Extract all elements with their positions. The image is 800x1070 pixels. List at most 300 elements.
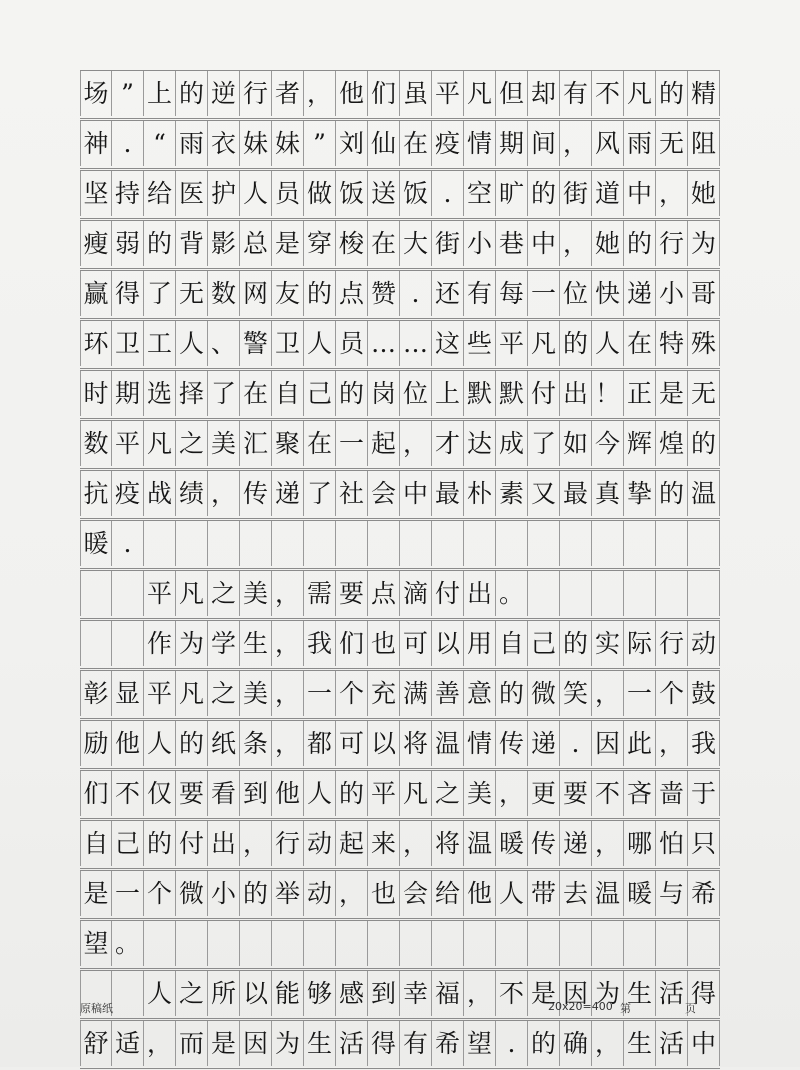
grid-cell: 的 [144, 221, 176, 266]
grid-cell: 间 [528, 121, 560, 166]
grid-cell: 些 [464, 321, 496, 366]
grid-cell: 活 [656, 971, 688, 1016]
grid-cell: 看 [208, 771, 240, 816]
grid-cell: 医 [176, 171, 208, 216]
grid-row [80, 120, 720, 169]
grid-cell: ， [592, 671, 624, 716]
grid-cell [528, 921, 560, 966]
grid-cell: 者 [272, 71, 304, 116]
grid-cell: 一 [112, 871, 144, 916]
grid-cell: 温 [592, 871, 624, 916]
grid-cell: 学 [208, 621, 240, 666]
grid-cell: 起 [368, 421, 400, 466]
grid-cell: 这 [432, 321, 464, 366]
grid-cell: 弱 [112, 221, 144, 266]
grid-cell: 又 [528, 471, 560, 516]
grid-cell: . [496, 1021, 528, 1066]
grid-cell: 温 [432, 721, 464, 766]
grid-cell [432, 521, 464, 566]
grid-cell: 背 [176, 221, 208, 266]
grid-cell: 充 [368, 671, 400, 716]
grid-cell: 社 [336, 471, 368, 516]
grid-cell: 我 [688, 721, 720, 766]
grid-cell: 的 [304, 271, 336, 316]
grid-cell: 择 [176, 371, 208, 416]
grid-cell: 瘦 [80, 221, 112, 266]
grid-cell [368, 921, 400, 966]
grid-cell: 因 [240, 1021, 272, 1066]
grid-cell: 小 [656, 271, 688, 316]
grid-cell: 殊 [688, 321, 720, 366]
grid-cell: 有 [560, 71, 592, 116]
grid-cell: 赞 [368, 271, 400, 316]
grid-cell: 影 [208, 221, 240, 266]
grid-cell: ， [272, 671, 304, 716]
grid-cell: 美 [208, 421, 240, 466]
grid-cell [592, 921, 624, 966]
grid-cell: 行 [656, 621, 688, 666]
grid-cell: ， [464, 971, 496, 1016]
grid-cell: 暖 [624, 871, 656, 916]
grid-cell: 微 [176, 871, 208, 916]
grid-row [80, 920, 720, 969]
grid-cell: 平 [112, 421, 144, 466]
grid-cell: 幸 [400, 971, 432, 1016]
grid-cell: “ [144, 121, 176, 166]
grid-cell: 聚 [272, 421, 304, 466]
grid-cell [144, 921, 176, 966]
grid-cell: 动 [688, 621, 720, 666]
grid-cell: 人 [176, 321, 208, 366]
grid-cell: ， [208, 471, 240, 516]
grid-cell: 梭 [336, 221, 368, 266]
grid-cell: 意 [464, 671, 496, 716]
grid-cell: 期 [496, 121, 528, 166]
grid-cell: 人 [240, 171, 272, 216]
grid-cell: 默 [464, 371, 496, 416]
grid-cell: 而 [176, 1021, 208, 1066]
grid-cell: 付 [176, 821, 208, 866]
grid-cell: 街 [560, 171, 592, 216]
grid-cell: 能 [272, 971, 304, 1016]
grid-cell [208, 521, 240, 566]
grid-cell: 们 [368, 71, 400, 116]
grid-cell [592, 521, 624, 566]
grid-cell [272, 521, 304, 566]
grid-cell: 她 [688, 171, 720, 216]
grid-cell: 平 [144, 571, 176, 616]
grid-cell: 确 [560, 1021, 592, 1066]
grid-cell: 得 [688, 971, 720, 1016]
grid-cell: 总 [240, 221, 272, 266]
grid-cell: 凡 [176, 671, 208, 716]
grid-cell [112, 621, 144, 666]
grid-cell: 的 [560, 321, 592, 366]
grid-cell: 他 [464, 871, 496, 916]
grid-cell: 今 [592, 421, 624, 466]
grid-cell: 刘 [336, 121, 368, 166]
grid-cell: 用 [464, 621, 496, 666]
grid-cell: 持 [112, 171, 144, 216]
grid-cell: 妹 [240, 121, 272, 166]
grid-cell: 是 [656, 371, 688, 416]
grid-cell: 战 [144, 471, 176, 516]
grid-cell: 暖 [80, 521, 112, 566]
grid-cell: 到 [368, 971, 400, 1016]
grid-cell: 人 [144, 721, 176, 766]
grid-cell: 将 [400, 721, 432, 766]
grid-cell: 给 [144, 171, 176, 216]
grid-cell [560, 571, 592, 616]
grid-cell: 带 [528, 871, 560, 916]
grid-cell: ， [592, 821, 624, 866]
grid-cell: 空 [464, 171, 496, 216]
grid-cell: 不 [592, 71, 624, 116]
grid-cell: ， [560, 121, 592, 166]
grid-cell [656, 921, 688, 966]
grid-row [80, 170, 720, 219]
grid-cell: 起 [336, 821, 368, 866]
grid-cell: 的 [240, 871, 272, 916]
grid-cell: 的 [528, 1021, 560, 1066]
grid-cell: 可 [400, 621, 432, 666]
grid-cell: 正 [624, 371, 656, 416]
grid-cell: 精 [688, 71, 720, 116]
grid-cell: 旷 [496, 171, 528, 216]
grid-cell [304, 521, 336, 566]
grid-cell: 虽 [400, 71, 432, 116]
grid-cell [272, 921, 304, 966]
grid-cell: 点 [368, 571, 400, 616]
grid-cell [112, 571, 144, 616]
grid-cell: ” [304, 121, 336, 166]
grid-cell [400, 521, 432, 566]
grid-cell: 的 [656, 71, 688, 116]
grid-cell: 自 [496, 621, 528, 666]
grid-cell: 的 [688, 421, 720, 466]
grid-cell: 小 [464, 221, 496, 266]
grid-cell [176, 921, 208, 966]
grid-cell: 人 [592, 321, 624, 366]
grid-cell: 护 [208, 171, 240, 216]
grid-cell: 己 [304, 371, 336, 416]
grid-cell: . [400, 271, 432, 316]
grid-cell: 传 [528, 821, 560, 866]
grid-cell: 做 [304, 171, 336, 216]
grid-cell: 中 [688, 1021, 720, 1066]
grid-cell: 要 [560, 771, 592, 816]
grid-cell: 上 [144, 71, 176, 116]
grid-cell: 凡 [464, 71, 496, 116]
grid-cell: 才 [432, 421, 464, 466]
grid-cell: . [432, 171, 464, 216]
grid-cell: 的 [496, 671, 528, 716]
grid-cell [464, 521, 496, 566]
grid-cell [624, 921, 656, 966]
grid-cell: ， [560, 221, 592, 266]
grid-cell: 励 [80, 721, 112, 766]
grid-cell: ” [112, 71, 144, 116]
grid-cell: 会 [400, 871, 432, 916]
grid-cell [368, 521, 400, 566]
grid-cell: ， [240, 821, 272, 866]
grid-cell: 来 [368, 821, 400, 866]
grid-cell: 人 [304, 321, 336, 366]
grid-cell: ， [304, 71, 336, 116]
grid-cell: 的 [624, 221, 656, 266]
grid-cell: 感 [336, 971, 368, 1016]
grid-cell: 凡 [528, 321, 560, 366]
grid-cell: 朴 [464, 471, 496, 516]
grid-cell [240, 921, 272, 966]
grid-cell: 是 [80, 871, 112, 916]
grid-cell: 数 [80, 421, 112, 466]
grid-cell: 个 [144, 871, 176, 916]
grid-cell: 个 [656, 671, 688, 716]
grid-row [80, 720, 720, 769]
grid-cell [560, 921, 592, 966]
grid-cell: 无 [176, 271, 208, 316]
grid-cell: ， [496, 771, 528, 816]
grid-cell: 人 [304, 771, 336, 816]
grid-cell: 要 [176, 771, 208, 816]
grid-cell: 以 [432, 621, 464, 666]
grid-row [80, 570, 720, 619]
grid-cell: 不 [112, 771, 144, 816]
grid-cell: 却 [528, 71, 560, 116]
grid-cell: ！ [592, 371, 624, 416]
grid-cell: 凡 [400, 771, 432, 816]
grid-cell: 际 [624, 621, 656, 666]
grid-cell: ， [272, 571, 304, 616]
grid-cell: 疫 [432, 121, 464, 166]
grid-cell: 环 [80, 321, 112, 366]
grid-cell: … [400, 321, 432, 366]
grid-cell: 此 [624, 721, 656, 766]
grid-cell: 善 [432, 671, 464, 716]
grid-cell: 但 [496, 71, 528, 116]
grid-cell: 。 [496, 571, 528, 616]
grid-cell [240, 521, 272, 566]
grid-cell: 仙 [368, 121, 400, 166]
grid-cell: 之 [208, 671, 240, 716]
grid-cell: 将 [432, 821, 464, 866]
grid-cell: 的 [560, 621, 592, 666]
grid-cell: 在 [304, 421, 336, 466]
grid-cell: 递 [272, 471, 304, 516]
grid-cell [528, 521, 560, 566]
grid-cell [496, 921, 528, 966]
grid-cell: 会 [368, 471, 400, 516]
grid-cell: ， [400, 821, 432, 866]
grid-cell: 够 [304, 971, 336, 1016]
grid-cell: 适 [112, 1021, 144, 1066]
grid-cell: 一 [336, 421, 368, 466]
grid-cell: 达 [464, 421, 496, 466]
grid-cell: 们 [336, 621, 368, 666]
grid-cell: 己 [528, 621, 560, 666]
grid-cell: 美 [240, 671, 272, 716]
grid-cell: 福 [432, 971, 464, 1016]
grid-row [80, 770, 720, 819]
grid-cell: 之 [432, 771, 464, 816]
grid-cell: 之 [176, 421, 208, 466]
grid-cell: 位 [560, 271, 592, 316]
grid-cell: 穿 [304, 221, 336, 266]
grid-cell [304, 921, 336, 966]
grid-cell: 己 [112, 821, 144, 866]
grid-cell: 显 [112, 671, 144, 716]
grid-cell: 彰 [80, 671, 112, 716]
grid-cell: 也 [368, 871, 400, 916]
grid-cell: 饭 [400, 171, 432, 216]
grid-cell: 小 [208, 871, 240, 916]
grid-row [80, 520, 720, 569]
grid-cell: 温 [464, 821, 496, 866]
grid-cell: 网 [240, 271, 272, 316]
grid-cell: 了 [208, 371, 240, 416]
grid-cell: 啬 [656, 771, 688, 816]
grid-cell: 传 [496, 721, 528, 766]
grid-cell: 平 [496, 321, 528, 366]
grid-cell: 岗 [368, 371, 400, 416]
grid-cell: 凡 [624, 71, 656, 116]
grid-cell: 辉 [624, 421, 656, 466]
grid-cell: 动 [304, 871, 336, 916]
grid-cell: 需 [304, 571, 336, 616]
grid-cell: 一 [304, 671, 336, 716]
grid-cell: 满 [400, 671, 432, 716]
grid-cell: 平 [368, 771, 400, 816]
grid-cell: 是 [208, 1021, 240, 1066]
grid-cell: 到 [240, 771, 272, 816]
grid-cell: 抗 [80, 471, 112, 516]
grid-cell: 还 [432, 271, 464, 316]
grid-cell: 要 [336, 571, 368, 616]
grid-cell: 特 [656, 321, 688, 366]
grid-cell [688, 921, 720, 966]
grid-cell: 的 [336, 771, 368, 816]
grid-row [80, 270, 720, 319]
grid-cell: 只 [688, 821, 720, 866]
grid-cell: 纸 [208, 721, 240, 766]
grid-cell: 有 [400, 1021, 432, 1066]
grid-cell: ， [656, 721, 688, 766]
grid-cell: 警 [240, 321, 272, 366]
grid-cell [176, 521, 208, 566]
grid-cell: . [112, 121, 144, 166]
grid-cell: 希 [688, 871, 720, 916]
grid-cell: 成 [496, 421, 528, 466]
grid-cell: 作 [144, 621, 176, 666]
grid-cell: 位 [400, 371, 432, 416]
grid-cell: 笑 [560, 671, 592, 716]
grid-cell [432, 921, 464, 966]
grid-cell: 以 [240, 971, 272, 1016]
grid-cell: 。 [112, 921, 144, 966]
grid-cell: 为 [592, 971, 624, 1016]
grid-cell: 送 [368, 171, 400, 216]
grid-cell: 哥 [688, 271, 720, 316]
grid-cell: 默 [496, 371, 528, 416]
grid-cell: 暖 [496, 821, 528, 866]
grid-cell [656, 521, 688, 566]
grid-cell [336, 521, 368, 566]
grid-cell: 为 [272, 1021, 304, 1066]
grid-cell: 递 [624, 271, 656, 316]
grid-cell: 不 [592, 771, 624, 816]
grid-cell: 是 [528, 971, 560, 1016]
grid-cell: 雨 [624, 121, 656, 166]
grid-cell: 生 [240, 621, 272, 666]
grid-cell: 递 [560, 821, 592, 866]
grid-cell [688, 521, 720, 566]
grid-cell: 生 [624, 971, 656, 1016]
grid-cell: 一 [528, 271, 560, 316]
grid-cell: 最 [432, 471, 464, 516]
grid-cell: 的 [656, 471, 688, 516]
grid-row [80, 620, 720, 669]
grid-cell: 动 [304, 821, 336, 866]
grid-cell: ， [592, 1021, 624, 1066]
grid-cell: 大 [400, 221, 432, 266]
grid-cell: 给 [432, 871, 464, 916]
grid-cell [656, 571, 688, 616]
grid-cell: 鼓 [688, 671, 720, 716]
grid-cell: 因 [592, 721, 624, 766]
grid-row [80, 70, 720, 119]
grid-cell: 有 [464, 271, 496, 316]
grid-cell: 选 [144, 371, 176, 416]
grid-cell: ， [336, 871, 368, 916]
grid-cell: 他 [336, 71, 368, 116]
grid-cell: 生 [304, 1021, 336, 1066]
grid-cell [464, 921, 496, 966]
grid-cell: 的 [528, 171, 560, 216]
grid-cell: 平 [432, 71, 464, 116]
grid-cell: 街 [432, 221, 464, 266]
grid-cell: 风 [592, 121, 624, 166]
grid-cell: 行 [240, 71, 272, 116]
grid-cell: 出 [464, 571, 496, 616]
grid-row [80, 820, 720, 869]
grid-cell: 不 [496, 971, 528, 1016]
grid-cell: 希 [432, 1021, 464, 1066]
grid-cell: 了 [144, 271, 176, 316]
grid-cell: 舒 [80, 1021, 112, 1066]
grid-cell: 生 [624, 1021, 656, 1066]
grid-cell: 行 [656, 221, 688, 266]
grid-cell: 挚 [624, 471, 656, 516]
grid-cell: 卫 [272, 321, 304, 366]
grid-cell: 素 [496, 471, 528, 516]
grid-cell [144, 521, 176, 566]
grid-cell: 所 [208, 971, 240, 1016]
grid-cell: ， [400, 421, 432, 466]
grid-cell: 无 [688, 371, 720, 416]
grid-cell: 哪 [624, 821, 656, 866]
grid-cell: 时 [80, 371, 112, 416]
grid-cell: 仅 [144, 771, 176, 816]
grid-cell: 的 [144, 821, 176, 866]
grid-cell: 以 [368, 721, 400, 766]
grid-cell: 中 [400, 471, 432, 516]
grid-cell: 阻 [688, 121, 720, 166]
grid-cell: 望 [80, 921, 112, 966]
grid-cell: 坚 [80, 171, 112, 216]
grid-cell: 个 [336, 671, 368, 716]
grid-cell: 自 [272, 371, 304, 416]
